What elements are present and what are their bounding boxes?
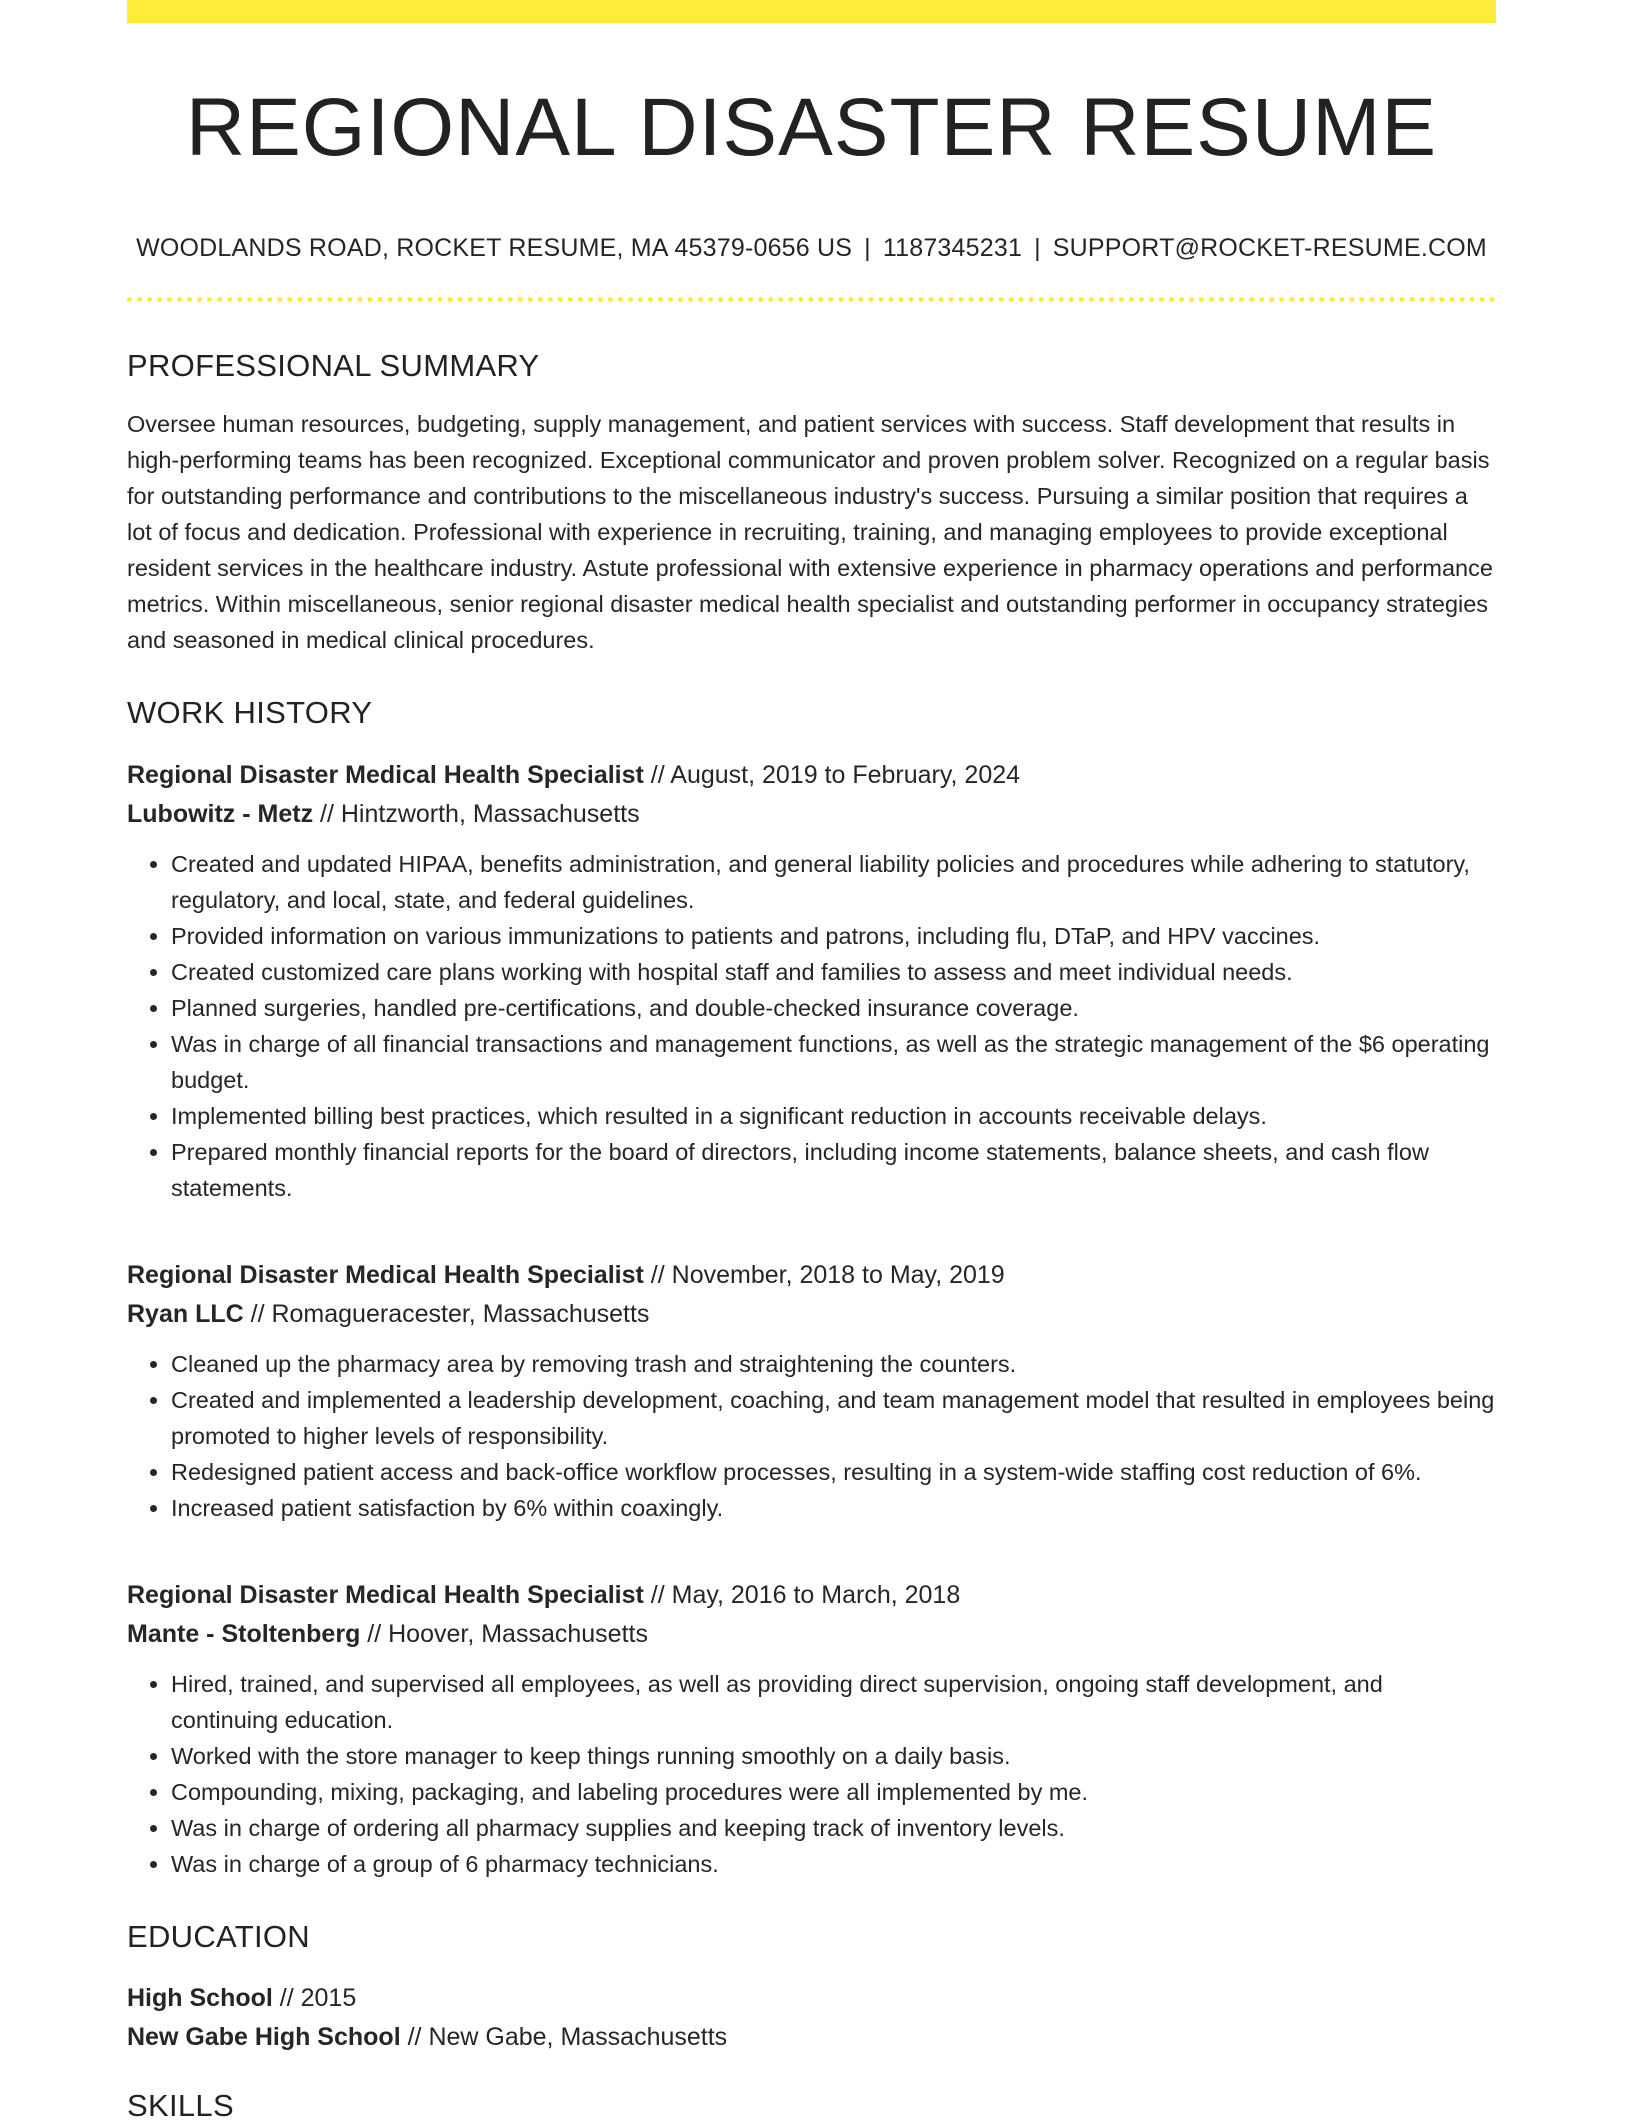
job-bullet: • Planned surgeries, handled pre-certifications, and double-checked insurance coverage. xyxy=(171,990,1496,1026)
job-company: Ryan LLC xyxy=(127,1299,244,1328)
job-bullet: • Implemented billing best practices, which resulted in a significant reduction in accounts receivable delays. xyxy=(171,1098,1496,1134)
job-bullet: • Was in charge of all financial transactions and management functions, as well as the strategic management of the $6 operating budget. xyxy=(171,1026,1496,1098)
job-bullet: • Compounding, mixing, packaging, and labeling procedures were all implemented by me. xyxy=(171,1774,1496,1810)
job-role: Regional Disaster Medical Health Specialist xyxy=(127,1580,644,1609)
job-bullet: • Created and updated HIPAA, benefits administration, and general liability policies and procedures while adhering to statutory, regulatory, and local, state, and federal guidelines. xyxy=(171,846,1496,918)
section-title-work-history: WORK HISTORY xyxy=(127,695,373,731)
job-bullet: • Was in charge of a group of 6 pharmacy technicians. xyxy=(171,1846,1496,1882)
job-entry xyxy=(127,1576,1496,1882)
summary-text: Oversee human resources, budgeting, supply management, and patient services with success. Staff development that results in high-performing teams has been recognized. Exceptional communicator and proven problem solver. Recognized on a regular basis for outstanding performance and contributions to the miscellaneous industry's success. Pursuing a similar position that requires a lot of focus and dedication. Professional with experience in recruiting, training, and managing employees to provide exceptional resident services in the healthcare industry. Astute professional with extensive experience in pharmacy operations and performance metrics. Within miscellaneous, senior regional disaster medical health specialist and outstanding performer in occupancy strategies and seasoned in medical clinical procedures. xyxy=(127,411,1493,654)
job-bullet: • Prepared monthly financial reports for the board of directors, including income statements, balance sheets, and cash flow statements. xyxy=(171,1134,1496,1206)
resume-page xyxy=(127,0,1496,2124)
job-dates: // November, 2018 to May, 2019 xyxy=(643,1260,1005,1289)
job-bullets xyxy=(127,1346,1496,1526)
education-degree: High School xyxy=(127,1983,273,2012)
job-bullet: • Worked with the store manager to keep things running smoothly on a daily basis. xyxy=(171,1738,1496,1774)
job-company-line xyxy=(127,1615,1496,1654)
job-bullets xyxy=(127,846,1496,1206)
job-bullet: • Created customized care plans working with hospital staff and families to assess and meet individual needs. xyxy=(171,954,1496,990)
job-bullet: • Cleaned up the pharmacy area by removing trash and straightening the counters. xyxy=(171,1346,1496,1382)
job-bullet: • Increased patient satisfaction by 6% within coaxingly. xyxy=(171,1490,1496,1526)
top-accent-bar xyxy=(127,0,1496,23)
contact-address: WOODLANDS ROAD, ROCKET RESUME, MA 45379-0656 US xyxy=(136,234,853,263)
section-title-skills: SKILLS xyxy=(127,2087,234,2123)
job-location: // Hintzworth, Massachusetts xyxy=(313,799,640,828)
dotted-divider xyxy=(127,297,1496,302)
education-degree-line xyxy=(127,1979,1496,2018)
contact-email: SUPPORT@ROCKET-RESUME.COM xyxy=(1052,234,1487,263)
job-location: // Romagueracester, Massachusetts xyxy=(243,1299,650,1328)
job-bullet: • Was in charge of ordering all pharmacy supplies and keeping track of inventory levels. xyxy=(171,1810,1496,1846)
job-location: // Hoover, Massachusetts xyxy=(360,1619,648,1648)
job-role-line xyxy=(127,756,1496,795)
contact-separator: | xyxy=(864,234,871,263)
contact-line xyxy=(127,233,1496,263)
job-company-line xyxy=(127,1295,1496,1334)
education-school: New Gabe High School xyxy=(127,2022,401,2051)
job-entry xyxy=(127,756,1496,1206)
job-role-line xyxy=(127,1256,1496,1295)
job-dates: // August, 2019 to February, 2024 xyxy=(643,760,1021,789)
job-bullet: • Created and implemented a leadership development, coaching, and team management model that resulted in employees being promoted to higher levels of responsibility. xyxy=(171,1382,1496,1454)
resume-title: REGIONAL DISASTER RESUME xyxy=(185,82,1438,173)
education-entry xyxy=(127,1979,1496,2057)
job-bullet: • Redesigned patient access and back-office workflow processes, resulting in a system-wide staffing cost reduction of 6%. xyxy=(171,1454,1496,1490)
contact-separator: | xyxy=(1034,234,1041,263)
job-role: Regional Disaster Medical Health Specialist xyxy=(127,760,644,789)
job-company-line xyxy=(127,795,1496,834)
job-dates: // May, 2016 to March, 2018 xyxy=(643,1580,961,1609)
education-location: // New Gabe, Massachusetts xyxy=(400,2022,728,2051)
job-role-line xyxy=(127,1576,1496,1615)
job-bullet: • Provided information on various immunizations to patients and patrons, including flu, DTaP, and HPV vaccines. xyxy=(171,918,1496,954)
contact-phone: 1187345231 xyxy=(882,234,1023,263)
job-company: Lubowitz - Metz xyxy=(127,799,314,828)
job-company: Mante - Stoltenberg xyxy=(127,1619,361,1648)
job-role: Regional Disaster Medical Health Specialist xyxy=(127,1260,644,1289)
education-year: // 2015 xyxy=(272,1983,357,2012)
job-bullet: • Hired, trained, and supervised all employees, as well as providing direct supervision, ongoing staff development, and continuing education. xyxy=(171,1666,1496,1738)
section-title-education: EDUCATION xyxy=(127,1918,310,1954)
section-title-summary: PROFESSIONAL SUMMARY xyxy=(127,348,540,384)
job-bullets xyxy=(127,1666,1496,1882)
education-school-line xyxy=(127,2018,1496,2057)
job-entry xyxy=(127,1256,1496,1526)
